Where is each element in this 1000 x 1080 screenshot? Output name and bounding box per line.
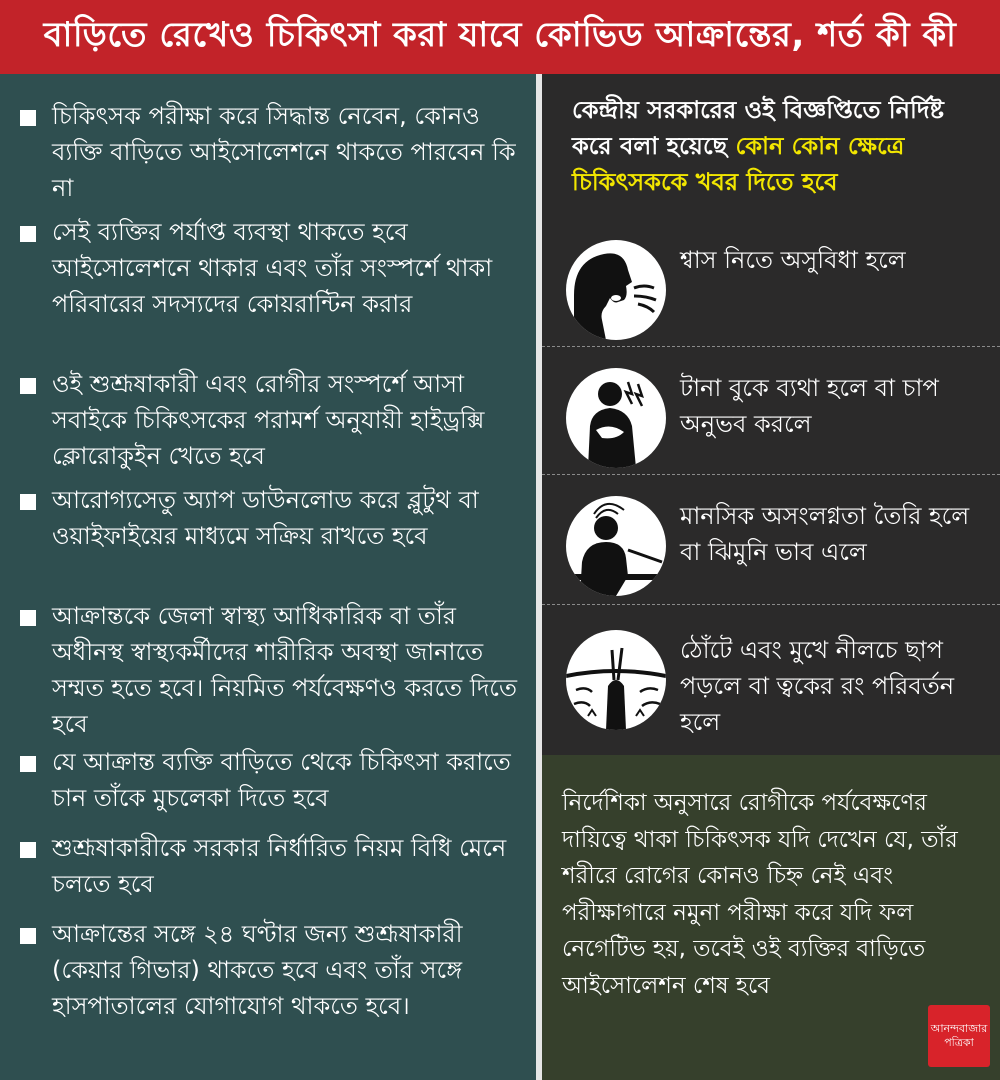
condition-item <box>20 598 520 742</box>
logo-line1: আনন্দবাজার <box>930 1022 988 1035</box>
anandabazar-logo <box>928 1005 990 1067</box>
bullet-square-icon <box>20 494 36 510</box>
condition-text: ওই শুশ্রূষাকারী এবং রোগীর সংস্পর্শে আসা সবাইকে চিকিৎসকের পরামর্শ অনুযায়ী হাইড্রক্সি ক্লোরোকুইন খেতে হবে <box>52 370 485 470</box>
symptom-row <box>542 488 1000 616</box>
symptom-text: মানসিক অসংলগ্নতা তৈরি হলে বা ঝিমুনি ভাব এলে <box>680 502 970 566</box>
condition-text: আরোগ্যসেতু অ্যাপ ডাউনলোড করে ব্লুটুথ বা ওয়াইফাইয়ের মাধ্যমে সক্রিয় রাখতে হবে <box>52 486 479 550</box>
isolation-end-note: নির্দেশিকা অনুসারে রোগীকে পর্যবেক্ষণের দায়িত্বে থাকা চিকিৎসক যদি দেখেন যে, তাঁর শরীরে রোগের কোনও চিহ্ন নেই এবং পরীক্ষাগারে নমুনা পরীক্ষা করে যদি ফল নেগেটিভ হয়, তবেই ওই ব্যক্তির বাড়িতে আইসোলেশন শেষ হবে <box>562 790 958 999</box>
chest-pain-icon <box>566 368 666 468</box>
breathing-difficulty-icon <box>566 240 666 340</box>
skin-color-icon <box>566 630 666 730</box>
bullet-square-icon <box>20 842 36 858</box>
condition-item <box>20 482 520 554</box>
intro-text: কেন্দ্রীয় সরকারের ওই বিজ্ঞপ্তিতে নির্দিষ্ট করে বলা হয়েছে <box>572 96 944 160</box>
condition-item <box>20 744 520 816</box>
symptom-separator <box>542 604 1000 605</box>
condition-item <box>20 214 520 322</box>
bullet-square-icon <box>20 928 36 944</box>
logo-line2: পত্রিকা <box>944 1036 974 1049</box>
symptom-text: শ্বাস নিতে অসুবিধা হলে <box>680 246 906 274</box>
symptom-row <box>542 622 1000 750</box>
bullet-square-icon <box>20 110 36 126</box>
symptom-row <box>542 232 1000 360</box>
symptom-separator <box>542 474 1000 475</box>
symptom-text: ঠোঁটে এবং মুখে নীলচে ছাপ পড়লে বা ত্বকের রং পরিবর্তন হলে <box>680 636 955 736</box>
condition-text: সেই ব্যক্তির পর্যাপ্ত ব্যবস্থা থাকতে হবে আইসোলেশনে থাকার এবং তাঁর সংস্পর্শে থাকা পরিবারের সদস্যদের কোয়রান্টিন করার <box>52 218 493 318</box>
confusion-icon <box>566 496 666 596</box>
condition-item <box>20 366 520 474</box>
symptom-separator <box>542 346 1000 347</box>
condition-text: চিকিৎসক পরীক্ষা করে সিদ্ধান্ত নেবেন, কোনও ব্যক্তি বাড়িতে আইসোলেশনে থাকতে পারবেন কি না <box>52 102 516 202</box>
condition-item <box>20 916 520 1024</box>
bullet-square-icon <box>20 378 36 394</box>
intro-highlight: কোন কোন ক্ষেত্রে চিকিৎসককে খবর দিতে হবে <box>572 132 905 196</box>
bullet-square-icon <box>20 226 36 242</box>
symptom-text: টানা বুকে ব্যথা হলে বা চাপ অনুভব করলে <box>680 374 939 438</box>
page-title: বাড়িতে রেখেও চিকিৎসা করা যাবে কোভিড আক্রান্তের, শর্ত কী কী <box>0 0 1000 74</box>
bullet-square-icon <box>20 756 36 772</box>
condition-item <box>20 830 520 902</box>
conditions-panel <box>0 74 536 1080</box>
condition-item <box>20 98 520 206</box>
symptoms-intro <box>572 92 982 200</box>
bullet-square-icon <box>20 610 36 626</box>
condition-text: আক্রান্তের সঙ্গে ২৪ ঘণ্টার জন্য শুশ্রূষাকারী (কেয়ার গিভার) থাকতে হবে এবং তাঁর সঙ্গে হাসপাতালের যোগাযোগ থাকতে হবে। <box>52 920 463 1020</box>
symptoms-panel <box>542 74 1000 755</box>
condition-text: যে আক্রান্ত ব্যক্তি বাড়িতে থেকে চিকিৎসা করাতে চান তাঁকে মুচলেকা দিতে হবে <box>52 748 511 812</box>
condition-text: শুশ্রূষাকারীকে সরকার নির্ধারিত নিয়ম বিধি মেনে চলতে হবে <box>52 834 507 898</box>
symptom-row <box>542 360 1000 488</box>
condition-text: আক্রান্তকে জেলা স্বাস্থ্য আধিকারিক বা তাঁর অধীনস্থ স্বাস্থ্যকর্মীদের শারীরিক অবস্থা জানাতে সম্মত হতে হবে। নিয়মিত পর্যবেক্ষণও করতে দিতে হবে <box>52 602 517 738</box>
